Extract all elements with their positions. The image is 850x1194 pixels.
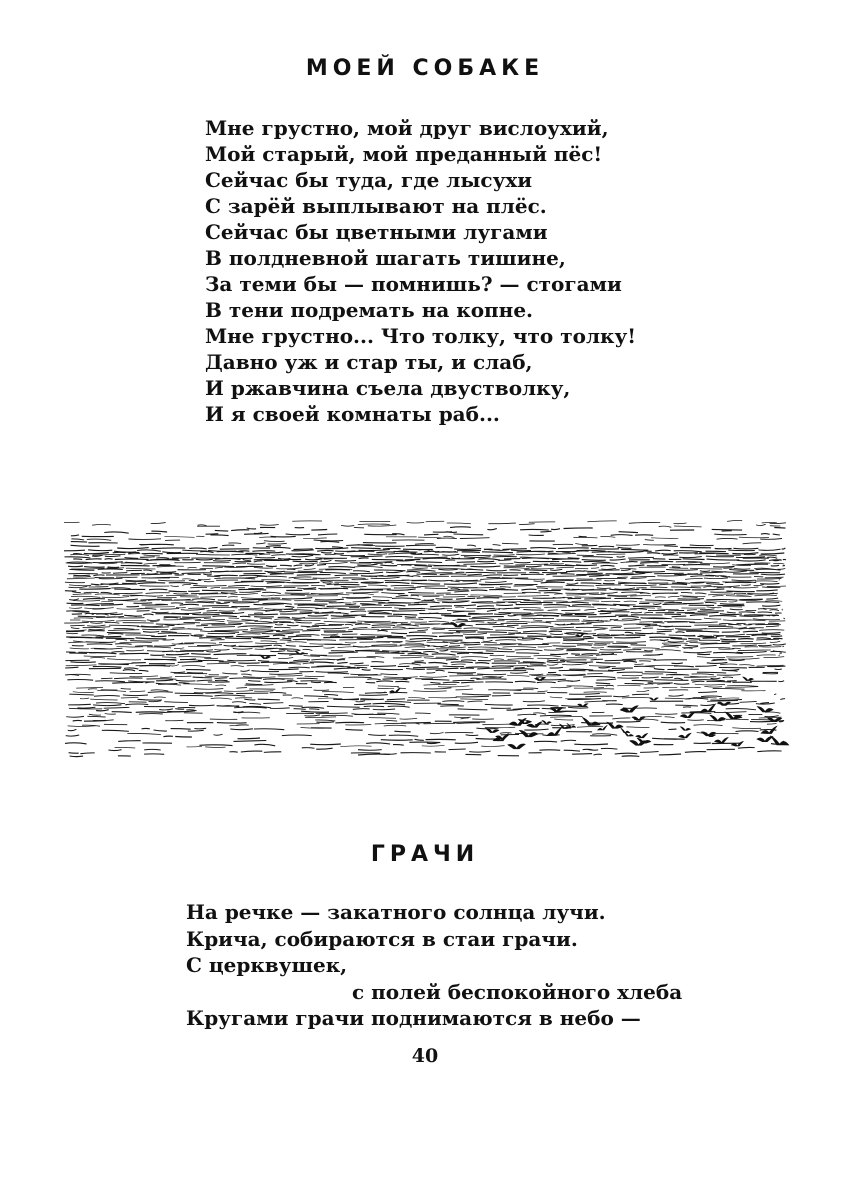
hatch-line	[71, 541, 555, 543]
poem-line: С церквушек,	[186, 953, 348, 977]
hatch-line	[71, 604, 780, 608]
hatch-line	[67, 560, 782, 564]
rook-silhouette	[507, 744, 526, 750]
hatch-line	[89, 711, 781, 715]
hatch-line	[65, 588, 778, 591]
poem-line: Сейчас бы цветными лугами	[205, 220, 548, 244]
poem-line: с полей беспокойного хлеба	[352, 979, 683, 1004]
poem-title: МОЕЙ СОБАКЕ	[305, 56, 545, 81]
hatch-line	[65, 742, 784, 746]
hatch-line	[65, 659, 744, 663]
landscape-illustration	[60, 508, 790, 770]
hatch-line	[80, 697, 739, 700]
hatch-line	[92, 524, 780, 527]
poem-line: В полдневной шагать тишине,	[205, 246, 566, 270]
rook-flock	[259, 622, 789, 749]
poem-line: Мой старый, мой преданный пёс!	[205, 142, 603, 166]
rook-silhouette	[742, 677, 754, 681]
hatch-line	[94, 694, 776, 697]
hatch-line	[65, 675, 716, 678]
poem-line: Кругами грачи поднимаются в небо —	[186, 1006, 641, 1030]
poem-line: С зарёй выплывают на плёс.	[205, 194, 547, 218]
rook-silhouette	[582, 717, 601, 726]
hatch-line	[142, 728, 677, 731]
hatch-line	[70, 661, 727, 664]
hatch-line	[171, 670, 779, 673]
hatch-line	[71, 626, 779, 630]
poem-line: За теми бы — помнишь? — стогами	[205, 272, 622, 296]
poem-line: Мне грустно, мой друг вислоухий,	[205, 116, 609, 140]
rook-silhouette	[631, 716, 646, 720]
rook-silhouette	[508, 718, 527, 726]
hatch-line	[242, 716, 782, 719]
hatch-line	[69, 707, 756, 711]
hatch-line	[69, 569, 780, 572]
hatch-line	[69, 652, 782, 655]
hatch-line	[78, 615, 779, 619]
sky-hatching	[64, 520, 786, 756]
hatch-line	[77, 706, 691, 709]
hatch-line	[112, 681, 752, 685]
rook-silhouette	[680, 726, 691, 730]
poem-line: На речке — закатного солнца лучи.	[186, 900, 606, 924]
rook-silhouette	[597, 725, 608, 731]
rook-silhouette	[649, 697, 659, 700]
hatch-line	[238, 738, 685, 740]
poem-stanza	[186, 899, 682, 1032]
hatch-line	[89, 668, 782, 671]
rook-silhouette	[756, 736, 773, 742]
rook-silhouette	[606, 722, 623, 729]
page-number: 40	[411, 1045, 439, 1067]
hatch-line	[108, 749, 781, 752]
rook-silhouette	[541, 720, 551, 724]
poem-line: Сейчас бы туда, где лысухи	[205, 168, 533, 192]
hatch-line	[65, 555, 778, 559]
rook-silhouette	[620, 727, 631, 733]
poem-stanza	[205, 115, 636, 427]
hatch-line	[76, 685, 758, 688]
hatch-line	[247, 527, 786, 530]
rook-silhouette	[757, 706, 774, 712]
hatch-line	[69, 587, 781, 590]
hatch-line	[73, 593, 777, 597]
poem-line: Крича, собираются в стаи грачи.	[186, 926, 578, 951]
poem-line: В тени подремать на копне.	[205, 298, 534, 322]
hatch-line	[117, 547, 785, 550]
poem-line: И ржавчина съела двустволку,	[205, 376, 571, 400]
poem-title: ГРАЧИ	[370, 842, 480, 867]
rook-silhouette	[635, 733, 648, 738]
hatch-line	[151, 522, 786, 526]
hatch-line	[73, 690, 766, 693]
poem-line: Мне грустно... Что толку, что толку!	[205, 324, 637, 348]
rook-silhouette	[678, 733, 692, 738]
hatch-line	[118, 740, 784, 743]
hatch-line	[68, 725, 762, 729]
hatch-line	[73, 639, 779, 643]
rook-silhouette	[714, 737, 729, 743]
hatch-line	[64, 549, 781, 552]
hatch-line	[64, 520, 777, 523]
rook-silhouette	[620, 705, 639, 712]
poem-line: Давно уж и стар ты, и слаб,	[205, 350, 533, 374]
poem-line: И я своей комнаты раб...	[205, 402, 500, 426]
